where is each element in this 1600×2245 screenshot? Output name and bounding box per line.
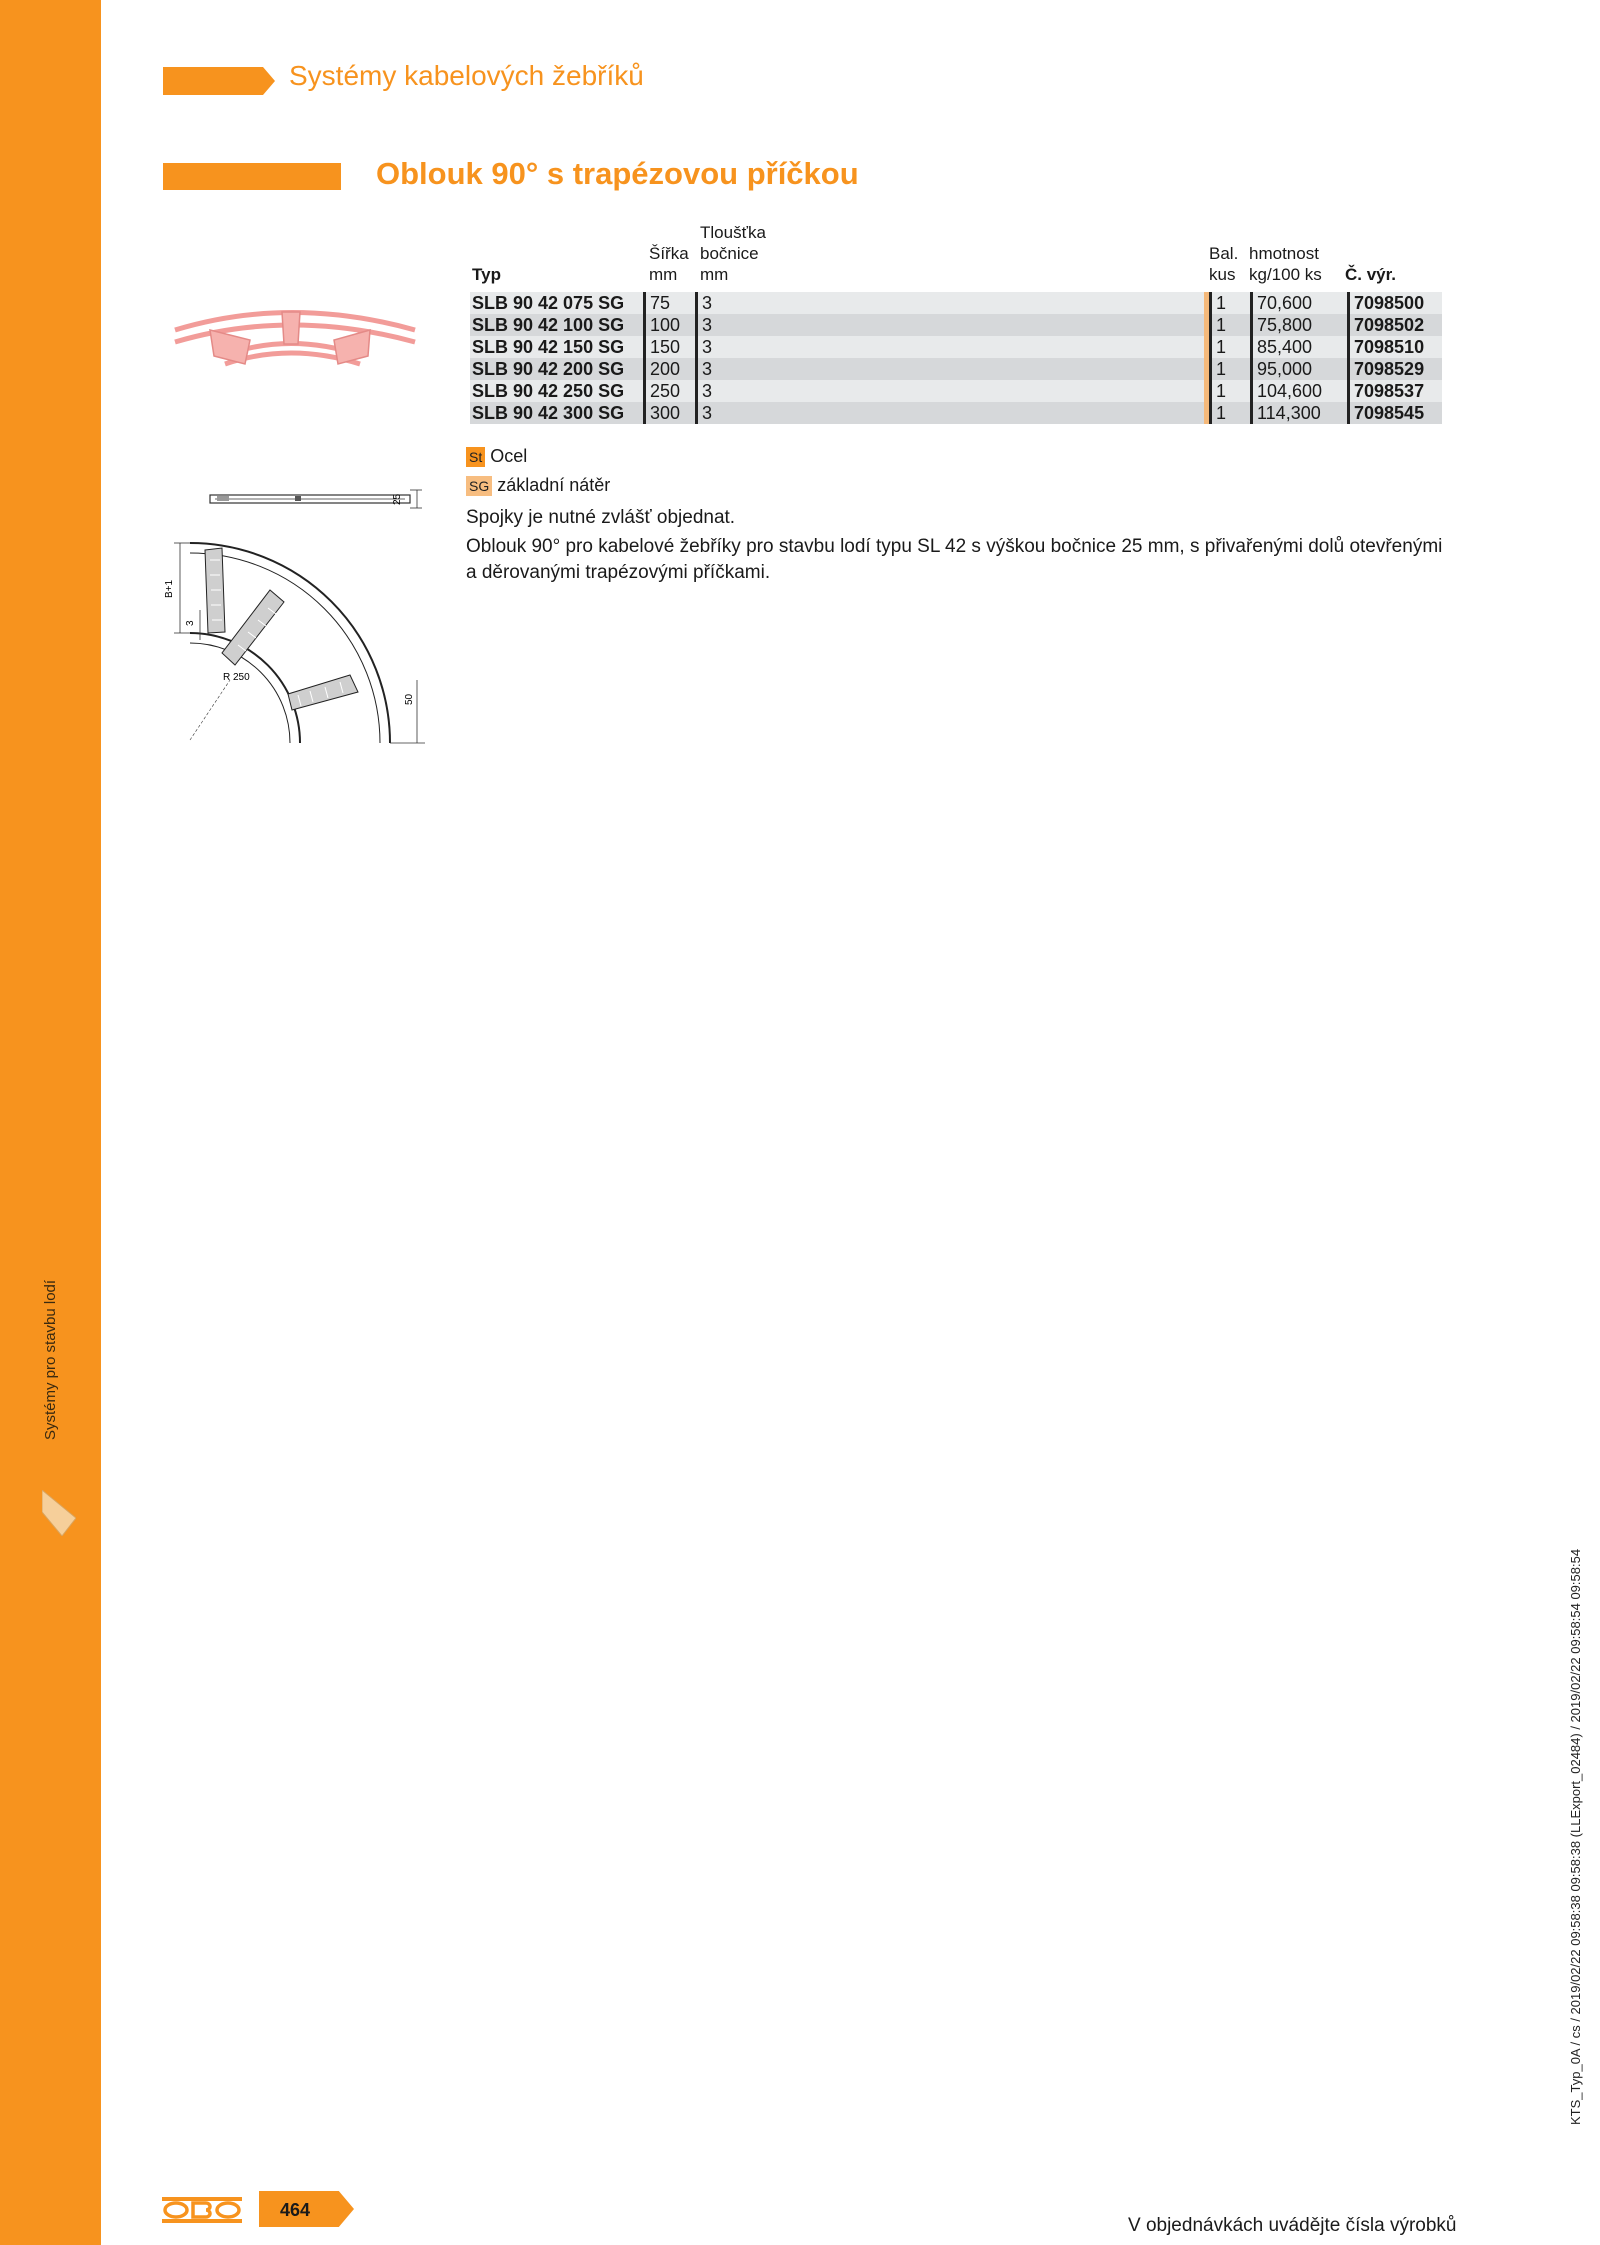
cell-thickness: 3 bbox=[697, 292, 1205, 314]
cell-weight: 75,800 bbox=[1252, 314, 1349, 336]
cell-pack: 1 bbox=[1211, 358, 1252, 380]
dim-height-label: 25 bbox=[392, 493, 403, 505]
cell-article: 7098510 bbox=[1349, 336, 1443, 358]
header-thickness-line2: bočnice bbox=[700, 244, 759, 263]
cell-type: SLB 90 42 250 SG bbox=[470, 380, 645, 402]
cell-pack: 1 bbox=[1211, 380, 1252, 402]
header-weight bbox=[1249, 243, 1322, 285]
cell-width: 200 bbox=[645, 358, 697, 380]
header-title: Systémy kabelových žebříků bbox=[289, 60, 644, 91]
table-row bbox=[470, 380, 1442, 402]
cell-width: 300 bbox=[645, 402, 697, 424]
cell-type: SLB 90 42 300 SG bbox=[470, 402, 645, 424]
footer-note: V objednávkách uvádějte čísla výrobků bbox=[1128, 2215, 1457, 2236]
header-pack bbox=[1209, 243, 1238, 285]
table-row bbox=[470, 358, 1442, 380]
obo-logo bbox=[162, 2197, 242, 2223]
product-description: Oblouk 90° pro kabelové žebříky pro stavbu lodí typu SL 42 s výškou bočnice 25 mm, s přivařenými dolů otevřenými a děrovanými trapézovými příčkami. bbox=[466, 536, 1443, 583]
sidebar-tab-icon bbox=[42, 1490, 76, 1536]
header-type: Typ bbox=[472, 265, 501, 284]
header-width-line1: Šířka bbox=[649, 244, 689, 263]
product-table bbox=[470, 292, 1442, 424]
cell-weight: 95,000 bbox=[1252, 358, 1349, 380]
header-weight-unit: kg/100 ks bbox=[1249, 265, 1322, 284]
material-st-label: Ocel bbox=[490, 446, 528, 466]
cell-thickness: 3 bbox=[697, 314, 1205, 336]
header-thickness bbox=[700, 222, 766, 285]
section-bar bbox=[163, 163, 341, 190]
dim-r-label: R 250 bbox=[223, 672, 250, 683]
table-row bbox=[470, 292, 1442, 314]
cell-thickness: 3 bbox=[697, 336, 1205, 358]
header-pack-line1: Bal. bbox=[1209, 244, 1239, 263]
material-sg-label: základní nátěr bbox=[497, 475, 611, 495]
cell-width: 100 bbox=[645, 314, 697, 336]
material-st-badge: St bbox=[466, 447, 485, 467]
cell-width: 150 bbox=[645, 336, 697, 358]
header-weight-line1: hmotnost bbox=[1249, 244, 1319, 263]
cell-thickness: 3 bbox=[697, 402, 1205, 424]
header-thickness-line1: Tloušťka bbox=[700, 223, 766, 242]
cell-width: 250 bbox=[645, 380, 697, 402]
header-arrow-icon bbox=[163, 67, 275, 95]
cell-pack: 1 bbox=[1211, 292, 1252, 314]
cell-pack: 1 bbox=[1211, 314, 1252, 336]
export-timestamp: KTS_Typ_0A / cs / 2019/02/22 09:58:38 09:58:38 (LLExport_02484) / 2019/02/22 09:58:54 09:58:54 bbox=[1568, 1548, 1583, 2125]
dim-3-label: 3 bbox=[185, 620, 196, 626]
cell-article: 7098500 bbox=[1349, 292, 1443, 314]
page-number: 464 bbox=[280, 2200, 311, 2220]
cell-weight: 114,300 bbox=[1252, 402, 1349, 424]
header-pack-unit: kus bbox=[1209, 265, 1236, 284]
cell-pack: 1 bbox=[1211, 402, 1252, 424]
cell-thickness: 3 bbox=[697, 380, 1205, 402]
header-width bbox=[649, 243, 689, 285]
dim-50-label: 50 bbox=[404, 693, 415, 705]
cell-article: 7098545 bbox=[1349, 402, 1443, 424]
table-row bbox=[470, 314, 1442, 336]
cell-weight: 104,600 bbox=[1252, 380, 1349, 402]
cell-type: SLB 90 42 100 SG bbox=[470, 314, 645, 336]
technical-drawing bbox=[160, 480, 440, 750]
cell-width: 75 bbox=[645, 292, 697, 314]
sidebar-label: Systémy pro stavbu lodí bbox=[42, 1279, 59, 1440]
cell-pack: 1 bbox=[1211, 336, 1252, 358]
cell-article: 7098502 bbox=[1349, 314, 1443, 336]
note-connectors: Spojky je nutné zvlášť objednat. bbox=[466, 507, 736, 528]
sidebar bbox=[0, 0, 101, 2245]
header-thickness-unit: mm bbox=[700, 265, 729, 284]
section-title: Oblouk 90° s trapézovou příčkou bbox=[376, 156, 859, 191]
table-row bbox=[470, 336, 1442, 358]
header-width-unit: mm bbox=[649, 265, 678, 284]
material-sg-badge: SG bbox=[466, 476, 492, 496]
product-image bbox=[170, 300, 430, 380]
cell-article: 7098529 bbox=[1349, 358, 1443, 380]
cell-article: 7098537 bbox=[1349, 380, 1443, 402]
cell-type: SLB 90 42 150 SG bbox=[470, 336, 645, 358]
cell-type: SLB 90 42 200 SG bbox=[470, 358, 645, 380]
cell-weight: 70,600 bbox=[1252, 292, 1349, 314]
header-article: Č. výr. bbox=[1345, 265, 1397, 284]
table-row bbox=[470, 402, 1442, 424]
cell-type: SLB 90 42 075 SG bbox=[470, 292, 645, 314]
dim-b-label: B+1 bbox=[164, 579, 175, 598]
material-st bbox=[466, 446, 527, 467]
cell-thickness: 3 bbox=[697, 358, 1205, 380]
cell-weight: 85,400 bbox=[1252, 336, 1349, 358]
material-sg bbox=[466, 475, 610, 496]
